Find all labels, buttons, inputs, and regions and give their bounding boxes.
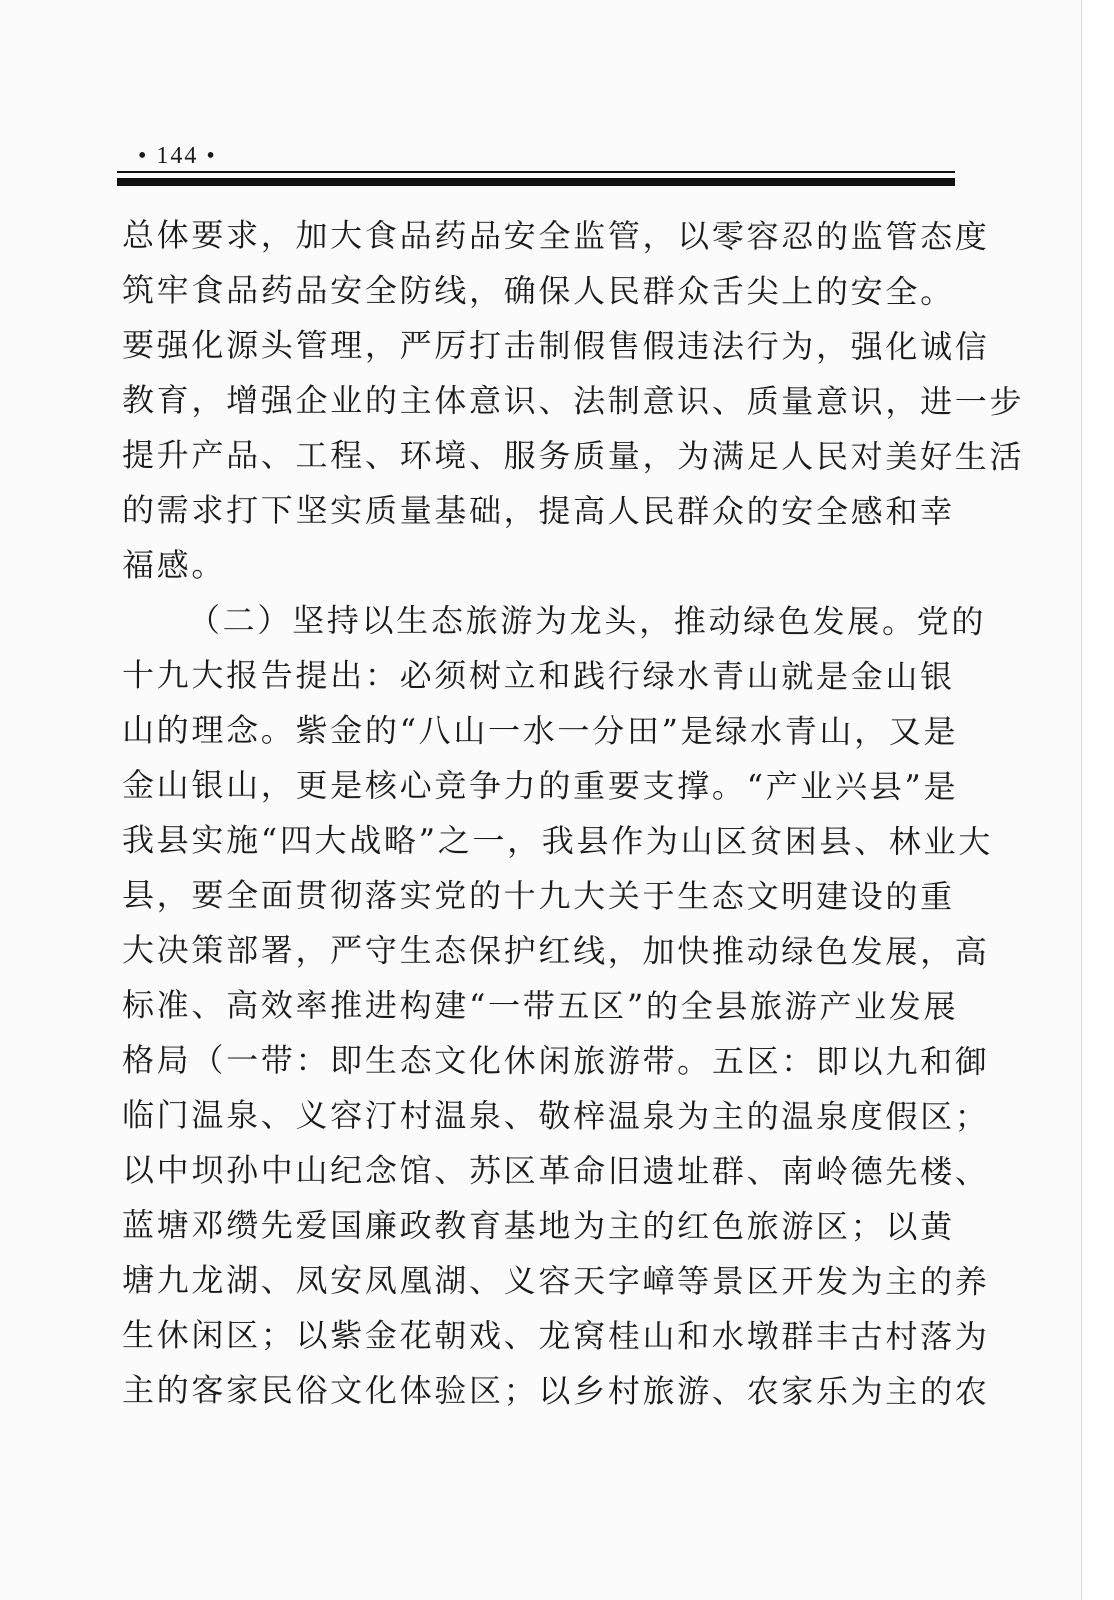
text-line: 以中坝孙中山纪念馆、苏区革命旧遗址群、南岭德先楼、	[121, 1151, 990, 1191]
text-line: 福感。	[121, 546, 227, 585]
header-rule-thin	[117, 171, 955, 173]
text-line: 筑牢食品药品安全防线，确保人民群众舌尖上的安全。	[121, 271, 955, 311]
text-line: 生休闲区；以紫金花朝戏、龙窝桂山和水墩群丰古村落为	[121, 1316, 990, 1356]
text-line: 县，要全面贯彻落实党的十九大关于生态文明建设的重	[121, 876, 955, 916]
text-line: 主的客家民俗文化体验区；以乡村旅游、农家乐为主的农	[121, 1371, 990, 1411]
text-line: 临门温泉、义容汀村温泉、敬梓温泉为主的温泉度假区；	[121, 1096, 990, 1136]
text-line: 标准、高效率推进构建“一带五区”的全县旅游产业发展	[121, 986, 959, 1026]
text-line: 教育，增强企业的主体意识、法制意识、质量意识，进一步	[121, 381, 1025, 421]
text-line: 蓝塘邓缵先爱国廉政教育基地为主的红色旅游区；以黄	[121, 1206, 955, 1246]
text-line: 山的理念。紫金的“八山一水一分田”是绿水青山，又是	[121, 711, 959, 751]
text-line: 总体要求，加大食品药品安全监管，以零容忍的监管态度	[121, 216, 990, 256]
section-heading-line: （二）坚持以生态旅游为龙头，推动绿色发展。党的	[187, 601, 987, 641]
header-rule-thick	[117, 178, 955, 186]
text-line: 十九大报告提出：必须树立和践行绿水青山就是金山银	[121, 656, 955, 696]
scan-edge	[1081, 0, 1114, 1600]
text-line: 提升产品、工程、环境、服务质量，为满足人民对美好生活	[121, 436, 1025, 476]
text-line: 格局（一带：即生态文化休闲旅游带。五区：即以九和御	[121, 1041, 990, 1081]
text-line: 的需求打下坚实质量基础，提高人民群众的安全感和幸	[121, 491, 955, 531]
page-number: • 144 •	[138, 143, 217, 169]
text-line: 金山银山，更是核心竞争力的重要支撑。“产业兴县”是	[121, 766, 959, 806]
text-line: 大决策部署，严守生态保护红线，加快推动绿色发展，高	[121, 931, 990, 971]
text-line: 塘九龙湖、凤安凤凰湖、义容天字嶂等景区开发为主的养	[121, 1261, 990, 1301]
body-text	[121, 208, 1025, 1418]
text-line: 要强化源头管理，严厉打击制假售假违法行为，强化诚信	[121, 326, 990, 366]
text-line: 我县实施“四大战略”之一，我县作为山区贫困县、林业大	[121, 821, 993, 861]
